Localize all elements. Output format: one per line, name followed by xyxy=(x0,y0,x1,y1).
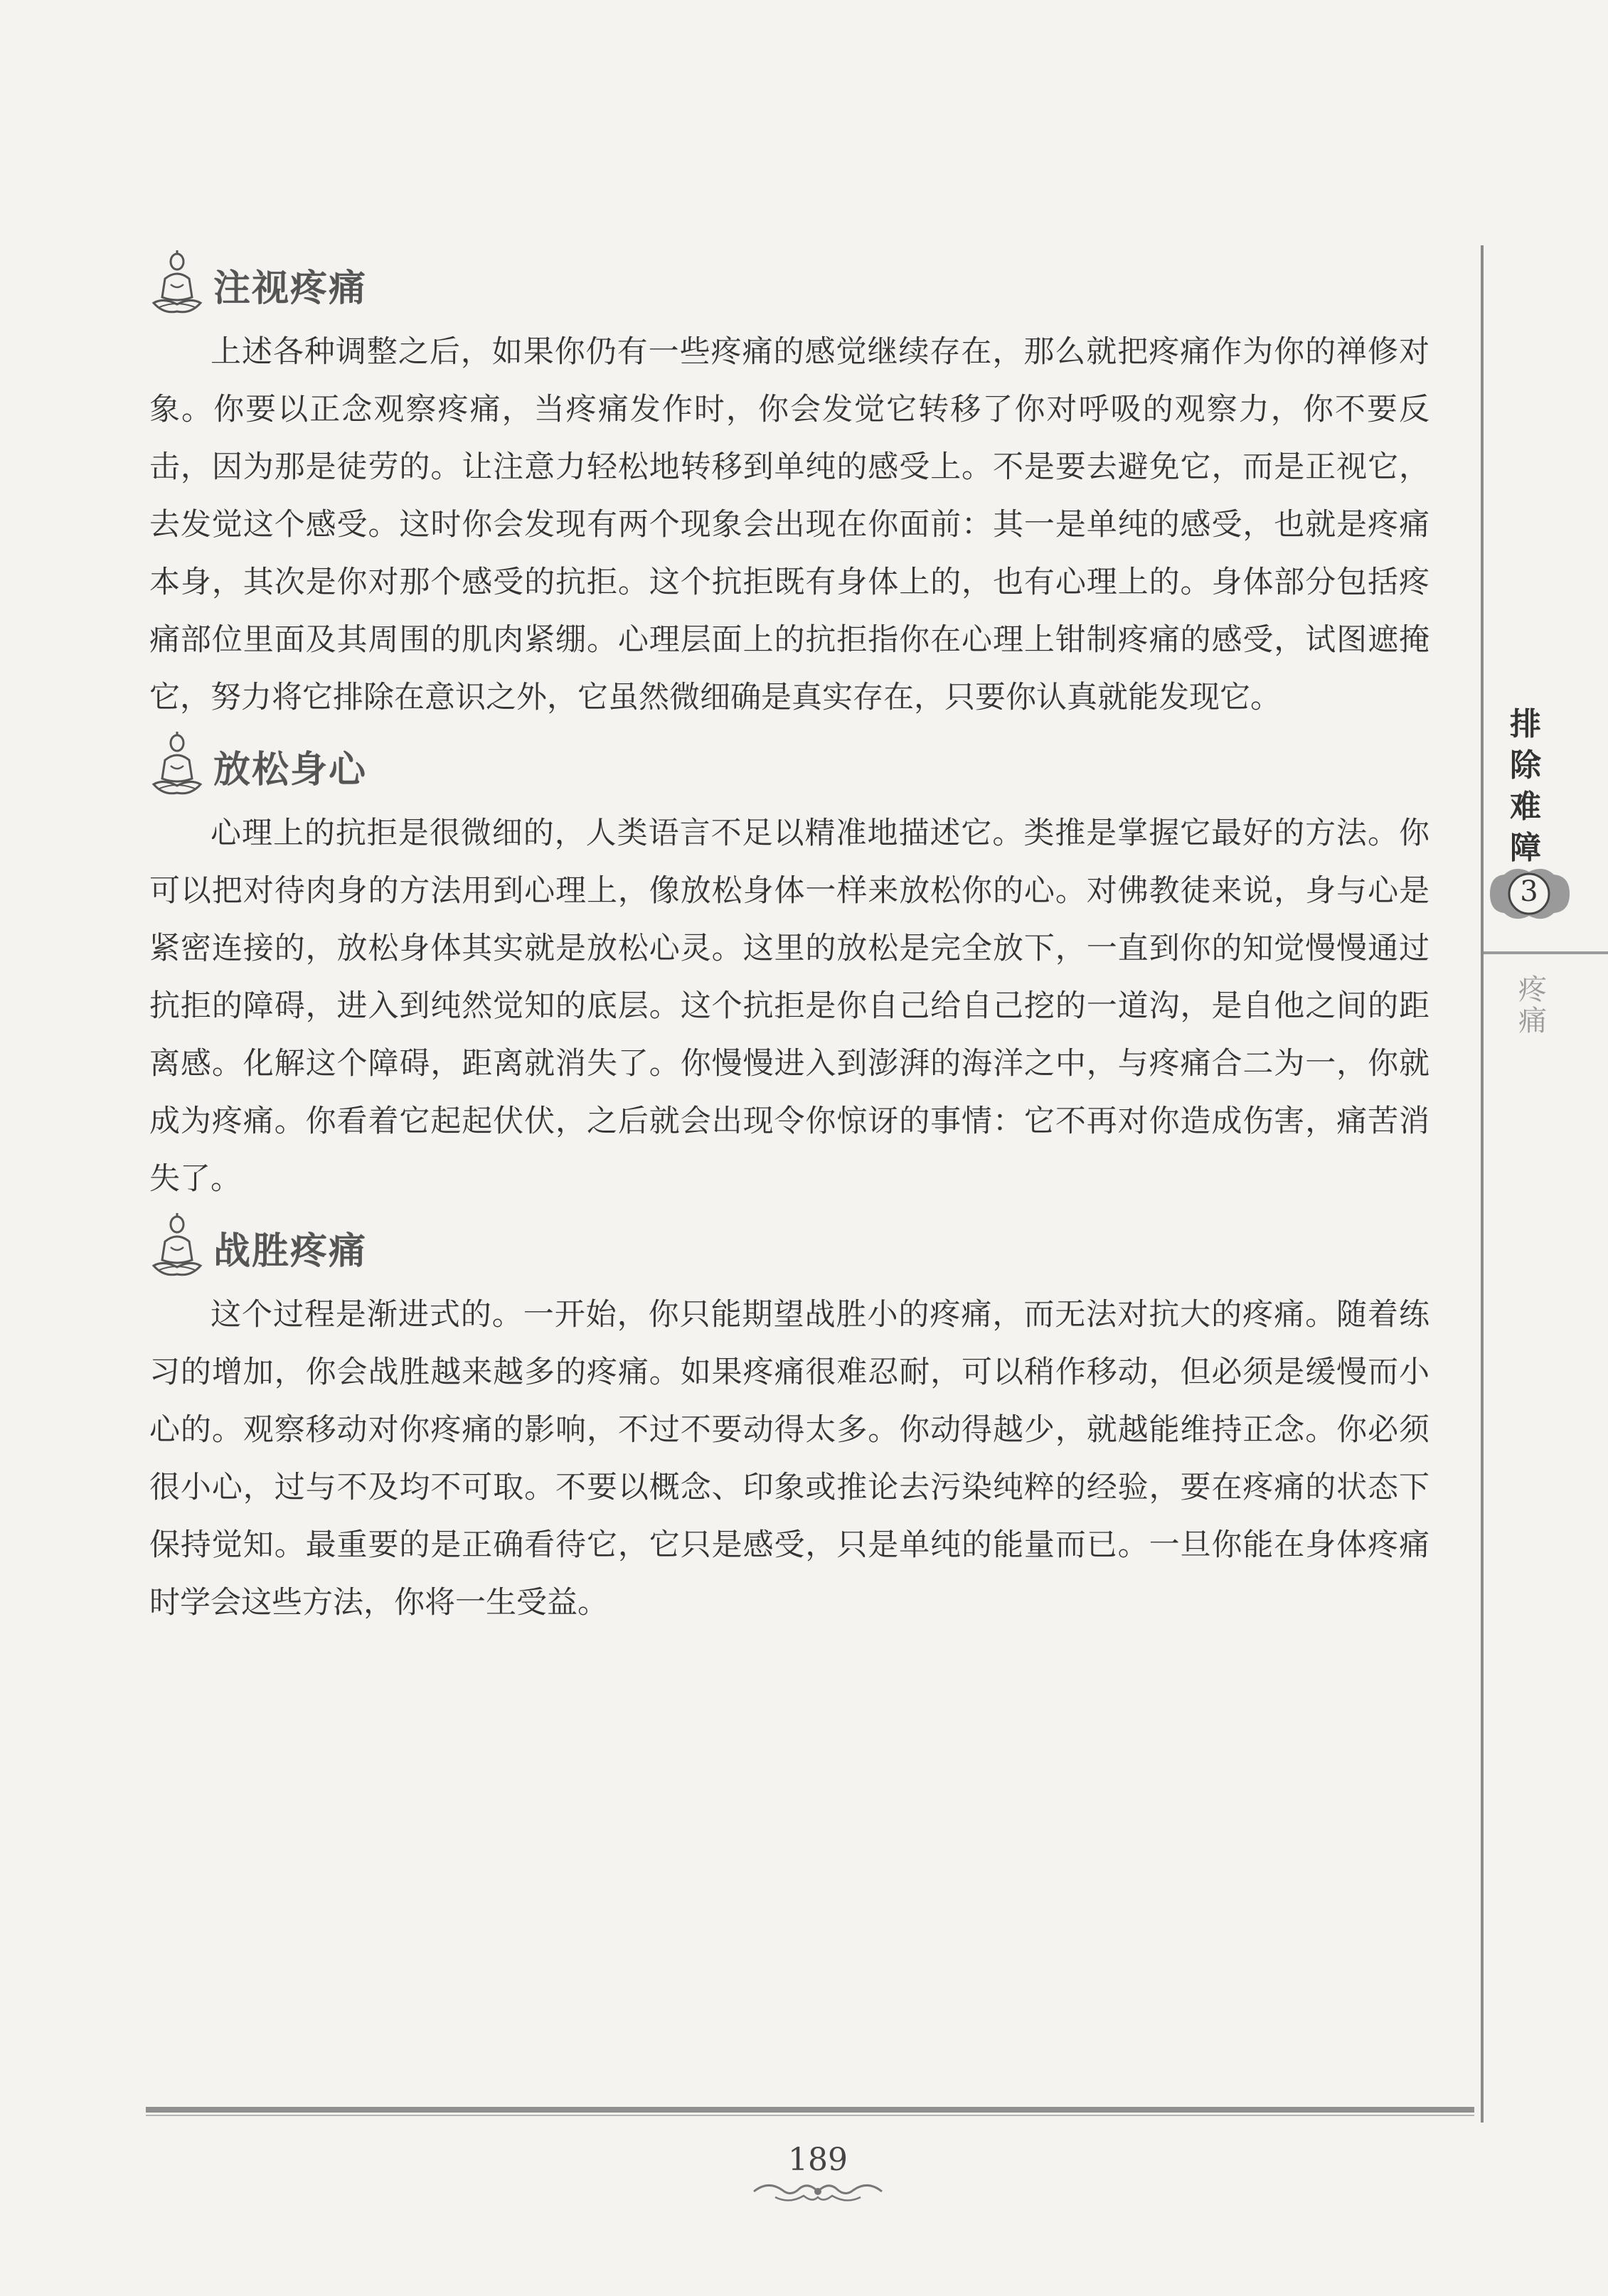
meditating-monk-icon xyxy=(149,1213,205,1281)
side-tab-rule xyxy=(1481,245,1484,2123)
section-heading xyxy=(149,1208,1429,1286)
section-paragraph: 上述各种调整之后，如果你仍有一些疼痛的感觉继续存在，那么就把疼痛作为你的禅修对象。你要以正念观察疼痛，当疼痛发作时，你会发觉它转移了你对呼吸的观察力，你不要反击，因为那是徒劳的。让注意力轻松地转移到单纯的感受上。不是要去避免它，而是正视它，去发觉这个感受。这时你会发现有两个现象会出现在你面前：其一是单纯的感受，也就是疼痛本身，其次是你对那个感受的抗拒。这个抗拒既有身体上的，也有心理上的。身体部分包括疼痛部位里面及其周围的肌肉紧绷。心理层面上的抗拒指你在心理上钳制疼痛的感受，试图遮掩它，努力将它排除在意识之外，它虽然微细确是真实存在，只要你认真就能发现它。 xyxy=(149,334,1429,715)
meditating-monk-icon xyxy=(149,250,205,319)
side-tab-divider xyxy=(1484,951,1608,954)
section-heading-text: 注视疼痛 xyxy=(213,266,368,310)
page-number: 189 xyxy=(788,2142,848,2178)
ornament-icon xyxy=(747,2176,889,2209)
section-relax xyxy=(149,727,1429,1208)
section-heading xyxy=(149,245,1429,324)
section-heading xyxy=(149,727,1429,805)
chapter-title: 排 除 难 障 xyxy=(1510,706,1541,866)
footer-rule xyxy=(146,2107,1474,2113)
section-paragraph: 这个过程是渐进式的。一开始，你只能期望战胜小的疼痛，而无法对抗大的疼痛。随着练习的增加，你会战胜越来越多的疼痛。如果疼痛很难忍耐，可以稍作移动，但必须是缓慢而小心的。观察移动对你疼痛的影响，不过不要动得太多。你动得越少，就越能维持正念。你必须很小心，过与不及均不可取。不要以概念、印象或推论去污染纯粹的经验，要在疼痛的状态下保持觉知。最重要的是正确看待它，它只是感受，只是单纯的能量而已。一旦你能在身体疼痛时学会这些方法，你将一生受益。 xyxy=(149,1297,1429,1620)
page-body xyxy=(149,245,1429,1632)
meditating-monk-icon xyxy=(149,732,205,800)
footer-rule-thin xyxy=(146,2115,1474,2116)
section-heading-text: 放松身心 xyxy=(213,747,368,791)
section-paragraph: 心理上的抗拒是很微细的，人类语言不足以精准地描述它。类推是掌握它最好的方法。你可以把对待肉身的方法用到心理上，像放松身体一样来放松你的心。对佛教徒来说，身与心是紧密连接的，放松身体其实就是放松心灵。这里的放松是完全放下，一直到你的知觉慢慢通过抗拒的障碍，进入到纯然觉知的底层。这个抗拒是你自己给自己挖的一道沟，是自他之间的距离感。化解这个障碍，距离就消失了。你慢慢进入到澎湃的海洋之中，与疼痛合二为一，你就成为疼痛。你看着它起起伏伏，之后就会出现令你惊讶的事情：它不再对你造成伤害，痛苦消失了。 xyxy=(149,816,1429,1197)
section-title: 疼 痛 xyxy=(1518,973,1547,1037)
chapter-number: 3 xyxy=(1520,875,1538,908)
section-heading-text: 战胜疼痛 xyxy=(213,1229,368,1273)
section-watch-pain xyxy=(149,245,1429,727)
section-overcome-pain xyxy=(149,1208,1429,1632)
